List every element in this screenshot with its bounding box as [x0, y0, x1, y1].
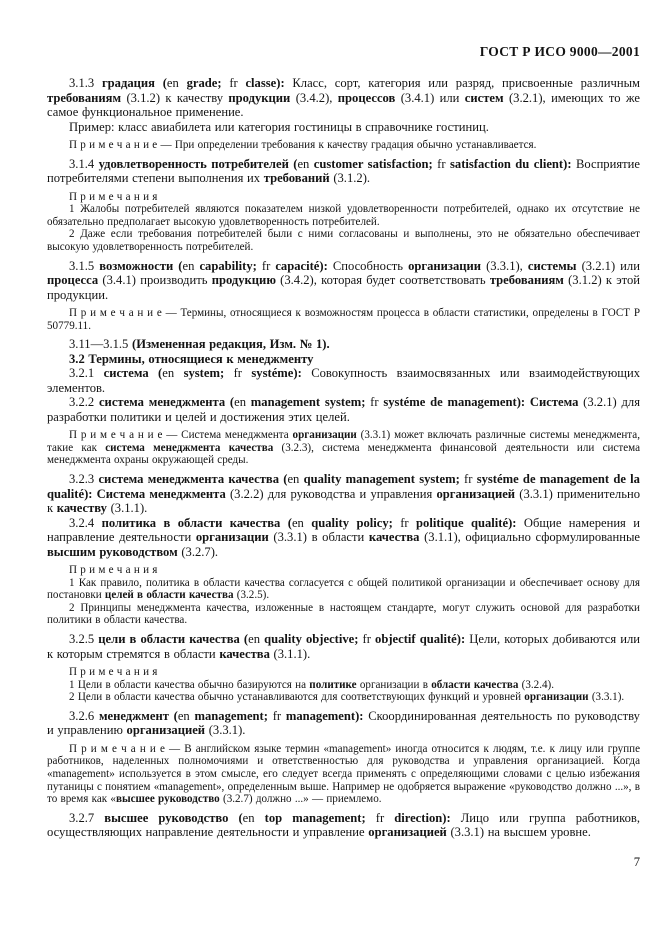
paragraph: 3.2.1 система (en system; fr systéme): Совокупность взаимосвязанных или взаимодействующих элементов. [47, 366, 640, 395]
paragraph: 3.1.3 градация (en grade; fr classe): Класс, сорт, категория или разряд, присвоенные различным требованиям (3.1.2) к качеству продукции (3.4.2), процессов (3.4.1) или систем (3.2.1), имеющих то же самое функциональное применение. [47, 76, 641, 119]
paragraph: П р и м е ч а н и я [69, 666, 158, 678]
paragraph: 3.2.7 высшее руководство (en top management; fr direction): Лицо или группа работников, осуществляющих направление деятельности и управление организацией (3.3.1) на высшем уровне. [47, 810, 640, 840]
paragraph: Пример: класс авиабилета или категория гостиницы в справочнике гостиниц. [69, 119, 489, 134]
paragraph: П р и м е ч а н и я [69, 564, 158, 577]
paragraph: П р и м е ч а н и е — При определении требования к качеству градация обычно устанавливается. [69, 139, 537, 151]
paragraph: П р и м е ч а н и е — В английском языке термин «management» иногда относится к людям, т.е. к лицу или группе работников, наделенных полномочиями и ответственностью для руководства и управления организацией. Когда «management» используется в этом смысле, его следует всегда применять с определяющими словами с целью избежания путаницы с понятием «management», определенным выше. Например не одобряется выражение «руководство должно ...», в то время как «высшее руководство (3.2.7) должно ...» — приемлемо. [47, 742, 640, 806]
paragraph: 3.2.4 политика в области качества (en quality policy; fr politique qualité): Общие намерения и направление деятельности организации (3.3.1) в области качества (3.1.1), официально сформулированные высшим руководством (3.2.7). [47, 515, 641, 559]
page-number: 7 [633, 855, 640, 869]
document-header-standard-code: ГОСТ Р ИСО 9000—2001 [479, 44, 640, 59]
paragraph: 2 Принципы менеджмента качества, изложенные в настоящем стандарте, могут служить основой для разработки политики в области качества. [47, 601, 640, 627]
paragraph: 3.1.5 возможности (en capability; fr capacité): Способность организации (3.3.1), системы (3.2.1) или процесса (3.4.1) производить продукцию (3.4.2), которая будет соответствовать требованиям (3.1.2) к этой продукции. [47, 258, 641, 302]
paragraph: П р и м е ч а н и я [69, 190, 158, 203]
paragraph: 3.2 Термины, относящиеся к менеджменту [69, 351, 314, 366]
paragraph: 3.2.2 система менеджмента (en management system; fr systéme de management): Система (3.2.1) для разработки политики и целей и достижения этих целей. [47, 395, 640, 424]
paragraph: 3.2.6 менеджмент (en management; fr management): Скоординированная деятельность по руководству и управлению организацией (3.3.1). [47, 708, 640, 738]
document-body [47, 76, 640, 840]
paragraph: 2 Даже если требования потребителей были с ними согласованы и выполнены, это не обязательно обеспечивает высокую удовлетворенность потребителей. [47, 228, 640, 253]
paragraph: 3.2.3 система менеджмента качества (en quality management system; fr systéme de management de la qualité): Система менеджмента (3.2.2) для руководства и управления организацией (3.3.1) применительно к качеству (3.1.1). [47, 472, 640, 516]
paragraph: П р и м е ч а н и е — Система менеджмента организации (3.3.1) может включать различные системы менеджмента, такие как система менеджмента качества (3.2.3), система менеджмента финансовой деятельности или система менеджмента охраны окружающей среды. [47, 429, 640, 467]
paragraph: 1 Как правило, политика в области качества согласуется с общей политикой организации и обеспечивает основу для постановки целей в области качества (3.2.5). [47, 576, 640, 602]
paragraph: 3.1.4 удовлетворенность потребителей (en customer satisfaction; fr satisfaction du client): Восприятие потребителями степени выполнения их требований (3.1.2). [47, 156, 640, 186]
paragraph: 2 Цели в области качества обычно устанавливаются для соответствующих функций и уровней организации (3.3.1). [69, 691, 625, 704]
paragraph: 3.2.5 цели в области качества (en quality objective; fr objectif qualité): Цели, которых добиваются или к которым стремятся в области качества (3.1.1). [47, 632, 640, 661]
paragraph: 1 Жалобы потребителей являются показателем низкой удовлетворенности потребителей, однако их отсутствие не обязательно предполагает высокую удовлетворенность потребителей. [47, 203, 640, 228]
paragraph: 3.11—3.1.5 (Измененная редакция, Изм. № 1). [69, 337, 330, 352]
paragraph: П р и м е ч а н и е — Термины, относящиеся к возможностям процесса в области статистики, определены в ГОСТ Р 50779.11. [47, 307, 640, 332]
paragraph: 1 Цели в области качества обычно базируются на политике организации в области качества (3.2.4). [69, 678, 555, 691]
